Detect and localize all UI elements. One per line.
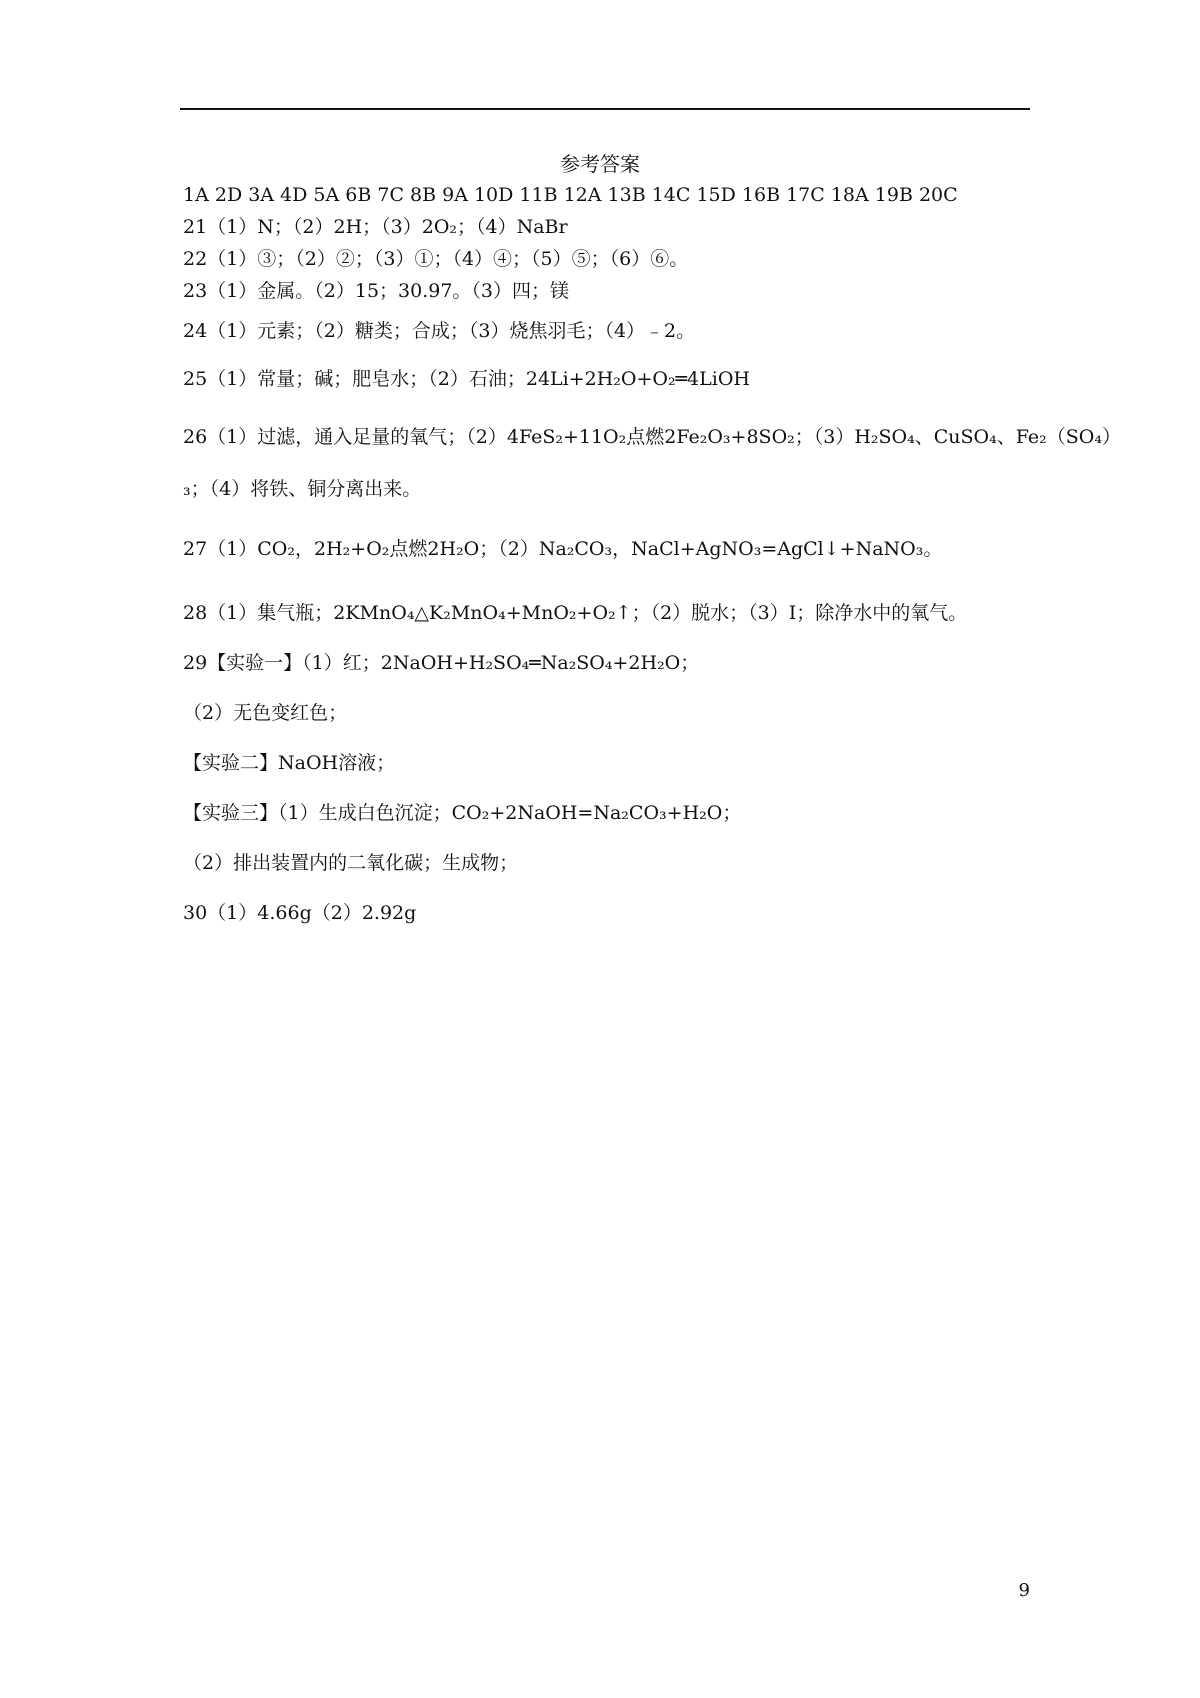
- answer-line-25: 25（1）常量；碱；肥皂水；（2）石油；24Li+2H₂O+O₂═4LiOH: [183, 368, 750, 390]
- answer-line-27: 27（1）CO₂，2H₂+O₂点燃2H₂O；（2）Na₂CO₃，NaCl+AgNO₃=AgCl↓+NaNO₃。: [183, 538, 943, 560]
- answer-line-29c: 【实验二】NaOH溶液；: [183, 752, 396, 774]
- answer-line-26a: 26（1）过滤，通入足量的氧气；（2）4FeS₂+11O₂点燃2Fe₂O₃+8SO₂；（3）H₂SO₄、CuSO₄、Fe₂（SO₄）: [183, 426, 1121, 448]
- page-title: 参考答案: [560, 152, 640, 176]
- answer-line-29e: （2）排出装置内的二氧化碳；生成物；: [183, 852, 519, 874]
- answer-line-28: 28（1）集气瓶；2KMnO₄△K₂MnO₄+MnO₂+O₂↑；（2）脱水；（3）Ⅰ；除净水中的氧气。: [183, 602, 968, 624]
- answer-line-29d: 【实验三】（1）生成白色沉淀；CO₂+2NaOH=Na₂CO₃+H₂O；: [183, 802, 742, 824]
- header-rule: [180, 108, 1030, 110]
- page-number: 9: [1018, 1580, 1030, 1601]
- answer-line-22: 22（1）③；（2）②；（3）①；（4）④；（5）⑤；（6）⑥。: [183, 248, 689, 270]
- answer-line-24: 24（1）元素；（2）糖类；合成；（3）烧焦羽毛；（4）﹣2。: [183, 320, 696, 342]
- answer-line-26b: ₃；（4）将铁、铜分离出来。: [183, 478, 422, 500]
- answer-line-29b: （2）无色变红色；: [183, 702, 348, 724]
- answer-line-1-20: 1A 2D 3A 4D 5A 6B 7C 8B 9A 10D 11B 12A 13B 14C 15D 16B 17C 18A 19B 20C: [183, 184, 958, 206]
- answer-line-23: 23（1）金属。（2）15；30.97。（3）四；镁: [183, 280, 570, 302]
- answer-line-21: 21（1）N；（2）2H；（3）2O₂；（4）NaBr: [183, 216, 568, 238]
- answer-line-30: 30（1）4.66g（2）2.92g: [183, 902, 417, 924]
- answer-line-29a: 29【实验一】（1）红；2NaOH+H₂SO₄═Na₂SO₄+2H₂O；: [183, 652, 700, 674]
